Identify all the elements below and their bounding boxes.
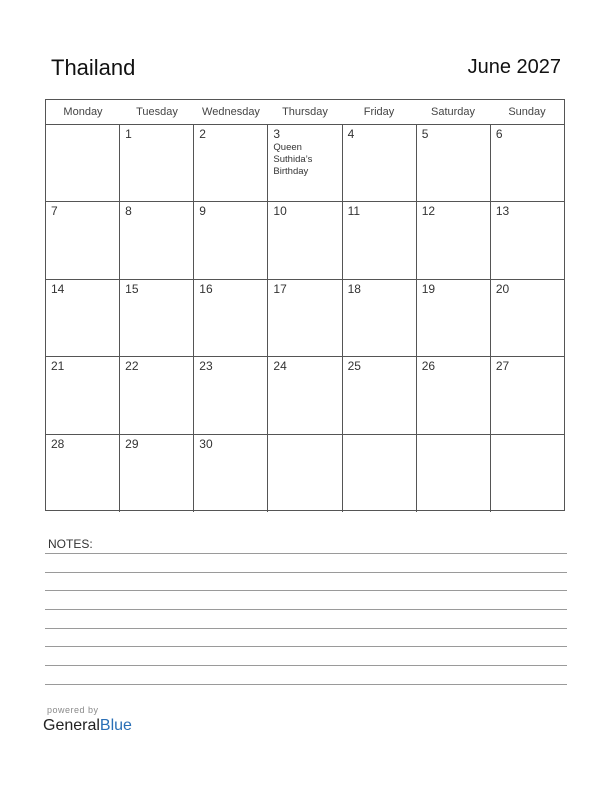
day-number: 3 (273, 127, 281, 141)
day-cell (343, 125, 417, 201)
day-cell (120, 202, 194, 278)
day-number: 15 (125, 281, 139, 296)
day-cell (268, 202, 342, 278)
day-cell (120, 280, 194, 356)
notes-label: NOTES: (48, 537, 93, 551)
day-cell (120, 125, 194, 201)
day-number: 17 (273, 281, 287, 296)
day-number: 6 (495, 127, 503, 141)
day-number: 2 (199, 127, 206, 141)
note-line (45, 665, 567, 666)
day-cell (120, 357, 194, 433)
weekday-thursday: Thursday (282, 106, 328, 118)
brand-general-text: General (43, 717, 100, 734)
day-cell (268, 435, 342, 512)
day-cell (194, 357, 268, 433)
day-cell (46, 202, 120, 278)
day-number: 22 (125, 359, 139, 374)
weekday-sunday: Sunday (508, 106, 546, 118)
day-number: 25 (347, 359, 361, 374)
day-cell (491, 125, 564, 201)
day-number: 10 (273, 204, 287, 219)
day-cell (491, 280, 564, 356)
day-number: 20 (495, 281, 510, 296)
day-cell (268, 280, 342, 356)
day-cell (120, 435, 194, 512)
weeks-container (46, 125, 564, 512)
day-number: 30 (199, 436, 213, 451)
brand-blue-text: Blue (99, 717, 132, 734)
day-cell (343, 280, 417, 356)
note-line (45, 572, 567, 573)
day-cell (343, 202, 417, 278)
day-number: 9 (199, 204, 206, 219)
day-number: 27 (495, 359, 510, 374)
day-cell (417, 280, 491, 356)
week-row (46, 125, 564, 202)
day-cell (46, 280, 120, 356)
day-number: 7 (51, 204, 58, 219)
day-cell (268, 357, 342, 433)
day-number: 1 (125, 127, 132, 141)
day-cell (491, 357, 564, 433)
day-cell (491, 435, 564, 512)
day-number: 12 (421, 204, 436, 219)
weekday-monday: Monday (63, 106, 103, 118)
day-number: 13 (495, 204, 510, 219)
day-cell (343, 357, 417, 433)
note-line (45, 590, 567, 591)
day-cell (46, 357, 120, 433)
day-cell (343, 435, 417, 512)
day-cell (268, 125, 342, 201)
country-title: Thailand (51, 55, 136, 80)
note-line (45, 646, 567, 647)
day-number: 11 (347, 204, 361, 219)
week-row (46, 435, 564, 512)
day-number: 16 (199, 281, 213, 296)
day-cell (46, 125, 120, 201)
day-cell (417, 202, 491, 278)
weekday-wednesday: Wednesday (202, 106, 260, 118)
weekday-saturday: Saturday (430, 106, 476, 118)
week-row (46, 280, 564, 357)
day-number: 14 (51, 281, 65, 296)
weekday-tuesday: Tuesday (136, 106, 178, 118)
day-cell (194, 202, 268, 278)
note-line (45, 684, 567, 685)
powered-by-text: powered by (47, 705, 99, 715)
day-number: 19 (421, 281, 436, 296)
day-cell (417, 435, 491, 512)
calendar-grid (45, 99, 565, 511)
day-number: 4 (347, 127, 355, 141)
day-number: 28 (51, 436, 65, 451)
day-number: 8 (125, 204, 132, 219)
day-cell (417, 357, 491, 433)
day-cell (194, 280, 268, 356)
month-title: June 2027 (467, 56, 561, 78)
day-cell (417, 125, 491, 201)
weekday-friday: Friday (363, 106, 395, 118)
day-cell (194, 435, 268, 512)
note-line (45, 609, 567, 610)
week-row (46, 357, 564, 434)
day-cell (194, 125, 268, 201)
week-row (46, 202, 564, 279)
day-number: 5 (421, 127, 429, 141)
day-number: 18 (347, 281, 361, 296)
day-number: 23 (199, 359, 213, 374)
holiday-event: Queen Suthida’s Birthday (273, 142, 313, 177)
day-number: 21 (51, 359, 65, 374)
weekday-header-row (46, 100, 564, 125)
day-number: 26 (421, 359, 436, 374)
generalblue-logo (43, 717, 132, 735)
day-number: 24 (273, 359, 287, 374)
note-line (45, 628, 567, 629)
day-cell (46, 435, 120, 512)
day-cell (491, 202, 564, 278)
note-line (45, 553, 567, 554)
day-number: 29 (125, 436, 139, 451)
